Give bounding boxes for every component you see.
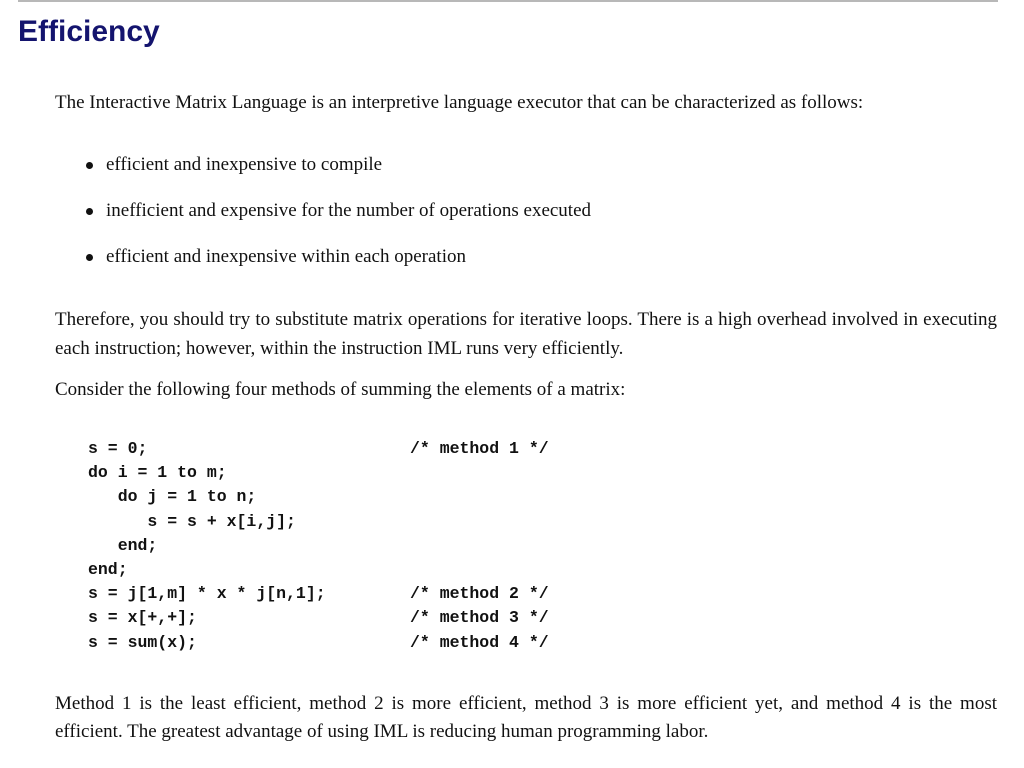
list-item-text: inefficient and expensive for the number of operations executed bbox=[106, 200, 592, 221]
list-item bbox=[82, 150, 591, 196]
code-text: do i = 1 to m; bbox=[88, 463, 227, 483]
code-text: s = s + x[i,j]; bbox=[88, 511, 296, 531]
code-text: end; bbox=[88, 559, 128, 579]
code-text: s = x[+,+]; bbox=[88, 608, 197, 628]
code-line bbox=[88, 437, 648, 461]
code-text: s = 0; bbox=[88, 439, 148, 458]
therefore-paragraph: Therefore, you should try to substitute matrix operations for iterative loops. There is a high overhead involved in executing each instruction; however, within the instruction IML runs very efficiently. bbox=[55, 309, 997, 359]
list-item-text: efficient and inexpensive within each operation bbox=[106, 246, 466, 267]
intro-paragraph: The Interactive Matrix Language is an interpretive language executor that can be characterized as follows: bbox=[55, 92, 864, 113]
code-line bbox=[88, 631, 648, 655]
code-line bbox=[88, 461, 648, 485]
code-line bbox=[88, 485, 648, 509]
bullet-icon bbox=[86, 162, 93, 169]
characteristics-list bbox=[82, 150, 591, 288]
conclusion-paragraph: Method 1 is the least efficient, method 2 is more efficient, method 3 is more efficient yet, and method 4 is the most efficient. The greatest advantage of using IML is reducing human programming labor. bbox=[55, 693, 997, 742]
code-example bbox=[88, 437, 648, 655]
code-text: end; bbox=[88, 535, 158, 555]
code-line bbox=[88, 558, 648, 582]
top-divider bbox=[18, 0, 998, 2]
code-comment: /* method 2 */ bbox=[410, 584, 549, 604]
code-comment: /* method 4 */ bbox=[410, 632, 549, 652]
bullet-icon bbox=[86, 254, 93, 261]
code-comment: /* method 1 */ bbox=[410, 439, 549, 458]
code-line bbox=[88, 510, 648, 534]
page-title: Efficiency bbox=[18, 15, 160, 48]
code-line bbox=[88, 534, 648, 558]
code-text: s = sum(x); bbox=[88, 632, 197, 652]
code-text: s = j[1,m] * x * j[n,1]; bbox=[88, 584, 326, 604]
code-line bbox=[88, 582, 648, 606]
list-item-text: efficient and inexpensive to compile bbox=[106, 154, 383, 175]
list-item bbox=[82, 196, 591, 242]
code-text: do j = 1 to n; bbox=[88, 487, 257, 507]
list-item bbox=[82, 242, 591, 288]
bullet-icon bbox=[86, 208, 93, 215]
code-line bbox=[88, 606, 648, 630]
code-comment: /* method 3 */ bbox=[410, 608, 549, 628]
consider-paragraph: Consider the following four methods of summing the elements of a matrix: bbox=[55, 379, 626, 400]
